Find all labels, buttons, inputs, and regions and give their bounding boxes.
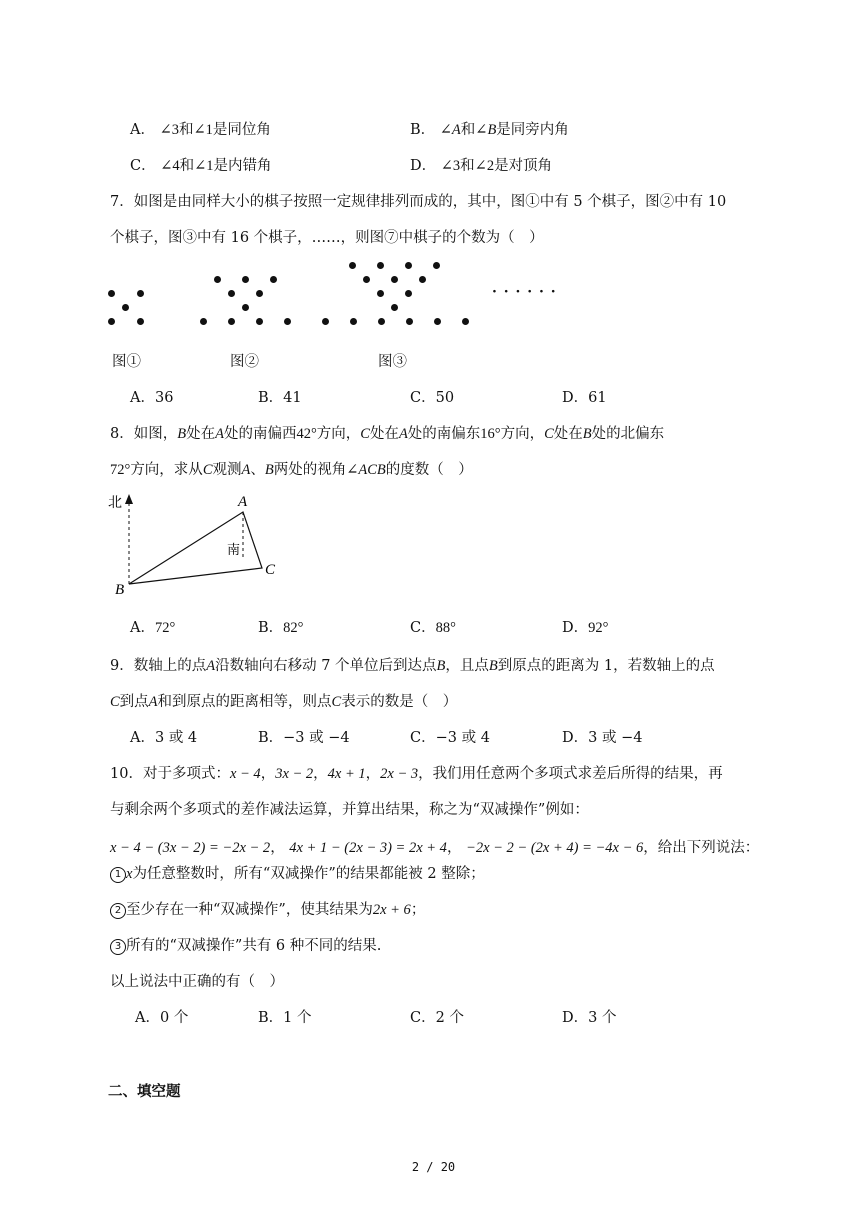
q7-fig-label-1: 图① xyxy=(112,354,141,370)
option-label: D． xyxy=(562,730,589,746)
chess-piece xyxy=(242,304,249,311)
option-label: D． xyxy=(562,620,589,636)
q7-fig-label-2: 图② xyxy=(230,354,259,370)
polynomial: 3x − 2 xyxy=(275,766,314,782)
text: 观测 xyxy=(212,462,242,478)
variable: x xyxy=(126,866,133,882)
conjunction: 和 xyxy=(460,158,475,174)
option-value: 3 或 4 xyxy=(154,730,198,746)
q9-stem-line2 xyxy=(110,690,457,711)
chess-piece xyxy=(137,318,144,325)
chess-piece xyxy=(405,290,412,297)
q8-stem-line2 xyxy=(110,458,473,479)
option-label: B． xyxy=(258,730,284,746)
example-equation: x − 4 − (3x − 2) = −2x − 2 xyxy=(110,840,271,856)
q10-stem-line2: 与剩余两个多项式的差作减法运算，并算出结果，称之为“双减操作”例如： xyxy=(110,802,589,818)
chess-piece xyxy=(433,262,440,269)
option-text: 是内错角 xyxy=(213,158,272,174)
text: 和到原点的距离相等，则点 xyxy=(157,694,332,710)
angle-name: B xyxy=(487,122,497,138)
chess-piece xyxy=(419,276,426,283)
q10-option-c xyxy=(410,1006,464,1027)
point-label: C xyxy=(544,426,554,442)
q10-question: 以上说法中正确的有（ ） xyxy=(110,974,284,990)
chess-piece xyxy=(377,290,384,297)
point-c-label: C xyxy=(265,562,276,578)
text: 方向， xyxy=(500,426,545,442)
option-value: 61 xyxy=(588,390,607,406)
text: 两处的视角 xyxy=(273,462,347,478)
option-label: C． xyxy=(410,730,436,746)
angle-name: 1 xyxy=(206,158,214,174)
point-label: B xyxy=(264,462,274,478)
text: 到点 xyxy=(119,694,149,710)
south-label: 南 xyxy=(227,543,241,558)
polynomial: x − 4 xyxy=(229,766,261,782)
option-label: C． xyxy=(410,1010,436,1026)
option-label: D． xyxy=(562,1010,589,1026)
q10-stem-line1: 10．对于多项式：x − 4，3x − 2，4x + 1，2x − 3，我们用任意两个多项式求差后所得的结果，再 xyxy=(110,766,723,782)
text: 所有的“双减操作”共有 6 种不同的结果. xyxy=(126,938,382,954)
north-label: 北 xyxy=(108,495,122,511)
angle-name: A xyxy=(451,122,461,138)
page-number: 2 / 20 xyxy=(411,1160,456,1174)
point-a-label: A xyxy=(238,494,248,510)
text: 9．数轴上的点 xyxy=(110,658,207,674)
q10-examples: x − 4 − (3x − 2) = −2x − 2， 4x + 1 − (2x − 3) = 2x + 4， −2x − 2 − (2x + 4) = −4x − 6，给出下列说法： xyxy=(110,840,760,856)
text: ，给出下列说法： xyxy=(643,840,760,856)
option-label: A． xyxy=(130,620,155,636)
point-label: C xyxy=(360,426,370,442)
q6-option-a: A． ∠3和∠1是同位角 xyxy=(130,122,271,138)
option-value: 3 或 −4 xyxy=(588,730,643,746)
point-label: B xyxy=(582,426,592,442)
angle-name: 3 xyxy=(171,122,179,138)
circled-number-1: 1 xyxy=(110,867,126,883)
chess-piece xyxy=(242,276,249,283)
option-value: 1 个 xyxy=(283,1010,312,1026)
angle-name: 3 xyxy=(452,158,461,174)
chess-piece xyxy=(378,318,385,325)
option-value: 82° xyxy=(283,620,304,636)
option-label: A． xyxy=(130,390,155,406)
angle-value: 16° xyxy=(480,426,501,442)
q8-stem-line1 xyxy=(110,422,664,443)
section-title: 二、填空题 xyxy=(108,1083,181,1100)
point-label: A xyxy=(398,426,408,442)
option-label: C． xyxy=(410,390,436,406)
text: 表示的数是（ ） xyxy=(341,694,458,710)
conjunction: 和 xyxy=(179,122,194,138)
text: 方向，求从 xyxy=(130,462,203,478)
option-value: 88° xyxy=(435,620,456,636)
point-label: C xyxy=(331,694,342,710)
chess-piece xyxy=(228,318,235,325)
polynomial: 4x + 1 xyxy=(327,766,366,782)
chess-piece xyxy=(391,276,398,283)
text: 沿数轴向右移动 7 个单位后到达点 xyxy=(215,658,437,674)
conjunction: 和 xyxy=(460,122,476,138)
option-text: 是同位角 xyxy=(212,122,271,138)
chess-piece xyxy=(137,290,144,297)
point-label: C xyxy=(110,694,120,710)
q8-direction-figure xyxy=(100,488,290,598)
text: 处在 xyxy=(553,426,583,442)
q10-option-d xyxy=(562,1006,616,1027)
option-label: C． xyxy=(130,158,156,174)
option-label: B． xyxy=(258,1010,284,1026)
option-label: D． xyxy=(410,158,437,174)
q9-stem-line1 xyxy=(110,654,715,675)
polynomial: 2x − 3 xyxy=(380,766,419,782)
point-label: A xyxy=(241,462,251,478)
text: ，我们用任意两个多项式求差后所得的结果，再 xyxy=(418,766,723,782)
conjunction: 和 xyxy=(179,158,195,174)
point-label: C xyxy=(202,462,213,478)
q10-statement-1 xyxy=(110,862,485,883)
chess-piece xyxy=(462,318,469,325)
chess-piece xyxy=(284,318,291,325)
example-equation: −2x − 2 − (2x + 4) = −4x − 6 xyxy=(466,840,644,856)
option-label: A． xyxy=(130,122,155,138)
chess-piece xyxy=(363,276,370,283)
q6-option-d: D． ∠3和∠2是对顶角 xyxy=(410,158,553,174)
q7-option-a xyxy=(130,386,173,407)
option-label: A． xyxy=(135,1010,160,1026)
chess-piece xyxy=(256,290,263,297)
point-b-label: B xyxy=(115,582,125,598)
chess-piece xyxy=(350,318,357,325)
q7-option-b xyxy=(258,386,302,407)
text: 的度数（ ） xyxy=(385,462,473,478)
option-text: 是对顶角 xyxy=(494,158,553,174)
chess-piece xyxy=(122,304,129,311)
option-value: 2 个 xyxy=(435,1010,464,1026)
text: 为任意整数时，所有“双减操作”的结果都能被 2 整除； xyxy=(132,866,485,882)
chess-piece xyxy=(108,318,115,325)
option-value: 3 个 xyxy=(588,1010,617,1026)
text: 方向， xyxy=(316,426,361,442)
angle-name: 4 xyxy=(172,158,180,174)
angle-name: ∠ACB xyxy=(346,462,386,478)
chess-piece xyxy=(200,318,207,325)
option-label: C． xyxy=(410,620,436,636)
q10-option-a xyxy=(135,1006,188,1027)
text: 8．如图， xyxy=(110,426,178,442)
q8-option-d xyxy=(562,616,608,637)
q10-option-b xyxy=(258,1006,312,1027)
point-label: B xyxy=(436,658,446,674)
text: 处在 xyxy=(369,426,399,442)
q10-statement-3 xyxy=(110,934,381,955)
chess-piece xyxy=(405,262,412,269)
option-label: A． xyxy=(130,730,155,746)
triangle-abc xyxy=(129,512,262,584)
chess-piece xyxy=(214,276,221,283)
text: ； xyxy=(410,902,426,918)
angle-symbol: ∠ xyxy=(159,122,172,138)
q6-option-c: C． ∠4和∠1是内错角 xyxy=(130,158,272,174)
option-label: B． xyxy=(258,390,284,406)
chess-piece xyxy=(108,290,115,297)
q7-fig-label-3: 图③ xyxy=(378,354,407,370)
chess-piece xyxy=(434,318,441,325)
angle-name: 1 xyxy=(205,122,213,138)
text: 至少存在一种“双减操作”，使其结果为 xyxy=(126,902,373,918)
chess-piece xyxy=(391,304,398,311)
point-label: A xyxy=(148,694,158,710)
q7-option-c xyxy=(410,386,454,407)
text: ，且点 xyxy=(445,658,489,674)
text: 处的南偏西 xyxy=(223,426,297,442)
q9-option-c xyxy=(410,726,490,747)
option-label: B． xyxy=(410,122,436,138)
q8-option-c xyxy=(410,616,456,637)
text: 处的南偏东 xyxy=(407,426,481,442)
point-label: B xyxy=(177,426,187,442)
option-value: −3 或 4 xyxy=(435,730,490,746)
text: 、 xyxy=(250,462,265,478)
q6-option-b: B． ∠A和∠B是同旁内角 xyxy=(410,122,569,138)
q10-statement-2 xyxy=(110,898,425,919)
point-label: B xyxy=(488,658,498,674)
expression: 2x + 6 xyxy=(372,902,411,918)
chess-piece xyxy=(406,318,413,325)
chess-piece xyxy=(228,290,235,297)
text: 处的北偏东 xyxy=(591,426,665,442)
angle-value: 42° xyxy=(296,426,317,442)
north-arrow-icon xyxy=(125,494,133,504)
chess-piece xyxy=(377,262,384,269)
q7-ellipsis: · · · · · · xyxy=(492,284,557,300)
point-label: A xyxy=(206,658,216,674)
option-value: 0 个 xyxy=(159,1010,189,1026)
option-text: 是同旁内角 xyxy=(496,122,569,138)
option-value: 41 xyxy=(283,390,302,406)
q7-stem-line1: 7．如图是由同样大小的棋子按照一定规律排列而成的，其中，图①中有 5 个棋子，图②中有 10 xyxy=(110,194,727,210)
chess-piece xyxy=(349,262,356,269)
text: 处在 xyxy=(186,426,216,442)
option-value: 50 xyxy=(435,390,455,406)
option-value: 72° xyxy=(154,620,176,636)
option-value: −3 或 −4 xyxy=(283,730,350,746)
option-value: 36 xyxy=(154,390,174,406)
point-label: A xyxy=(215,426,224,442)
q9-option-a xyxy=(130,726,197,747)
option-label: D． xyxy=(562,390,589,406)
chess-piece xyxy=(270,276,277,283)
angle-name: 2 xyxy=(486,158,495,174)
q8-option-b xyxy=(258,616,303,637)
q9-option-b xyxy=(258,726,350,747)
q7-option-d xyxy=(562,386,607,407)
chess-piece xyxy=(322,318,329,325)
q7-stem-line2: 个棋子，图③中有 16 个棋子，……，则图⑦中棋子的个数为（ ） xyxy=(110,230,544,246)
text: 到原点的距离为 1，若数轴上的点 xyxy=(497,658,715,674)
example-equation: 4x + 1 − (2x − 3) = 2x + 4 xyxy=(289,840,447,856)
q9-option-d xyxy=(562,726,642,747)
circled-number-2: 2 xyxy=(110,903,126,919)
circled-number-3: 3 xyxy=(110,939,126,955)
text: 10．对于多项式： xyxy=(110,766,230,782)
option-label: B． xyxy=(258,620,284,636)
option-value: 92° xyxy=(588,620,609,636)
chess-piece xyxy=(256,318,263,325)
q8-option-a xyxy=(130,616,175,637)
angle-value: 72° xyxy=(110,462,131,478)
